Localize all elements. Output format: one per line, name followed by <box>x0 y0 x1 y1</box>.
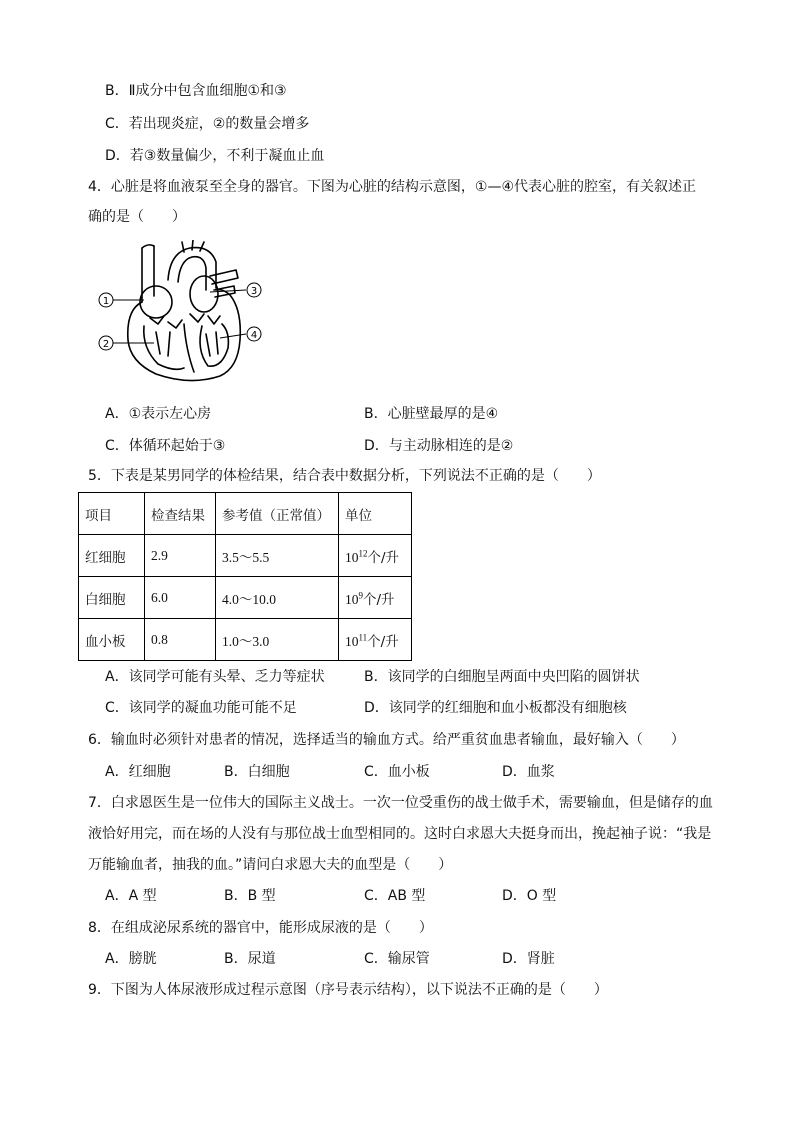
q4-stem-line1: 4．心脏是将血液泵至全身的器官。下图为心脏的结构示意图，①—④代表心脏的腔室，有关叙述正 <box>88 179 697 195</box>
health-check-table <box>78 492 412 661</box>
table-header-row <box>79 493 412 535</box>
cell-result: 0.8 <box>145 619 216 661</box>
table-row <box>79 535 412 577</box>
heart-structure-diagram <box>98 240 273 385</box>
q6-stem: 6．输血时必须针对患者的情况，选择适当的输血方式。给严重贫血患者输血，最好输入（ ） <box>88 732 685 748</box>
q6-option-b: B．白细胞 <box>224 764 290 780</box>
label-3: 3 <box>250 286 258 297</box>
q6-option-c: C．血小板 <box>364 764 430 780</box>
cell-reference: 1.0～3.0 <box>216 619 339 661</box>
q5-option-b: B．该同学的白细胞呈两面中央凹陷的圆饼状 <box>364 669 640 685</box>
q4-option-a: A．①表示左心房 <box>105 406 212 422</box>
cell-unit: $10^9$个/升 <box>339 577 412 619</box>
cell-result: 2.9 <box>145 535 216 577</box>
q4-stem-line2: 确的是（ ） <box>88 209 186 225</box>
cell-unit: $10^{11}$个/升 <box>339 619 412 661</box>
q4-option-b: B．心脏壁最厚的是④ <box>364 406 499 422</box>
table-row <box>79 619 412 661</box>
q5-stem: 5．下表是某男同学的体检结果，结合表中数据分析，下列说法不正确的是（ ） <box>88 468 601 484</box>
q5-option-c: C．该同学的凝血功能可能不足 <box>105 700 297 716</box>
cell-item: 血小板 <box>79 619 145 661</box>
q3-option-d: D．若③数量偏少，不利于凝血止血 <box>105 148 325 164</box>
cell-reference: 4.0～10.0 <box>216 577 339 619</box>
q7-stem-line3: 万能输血者，抽我的血。”请问白求恩大夫的血型是（ ） <box>88 857 453 873</box>
q7-stem-line1: 7．白求恩医生是一位伟大的国际主义战士。一次一位受重伤的战士做手术，需要输血，但是储存的血 <box>88 795 713 811</box>
label-4: 4 <box>250 330 258 341</box>
q7-option-c: C．AB 型 <box>364 888 426 904</box>
header-unit: 单位 <box>339 493 412 535</box>
q5-option-d: D．该同学的红细胞和血小板都没有细胞核 <box>364 700 627 716</box>
cell-reference: 3.5～5.5 <box>216 535 339 577</box>
q8-option-c: C．输尿管 <box>364 951 430 967</box>
cell-item: 红细胞 <box>79 535 145 577</box>
cell-item: 白细胞 <box>79 577 145 619</box>
table-row <box>79 577 412 619</box>
q3-option-c: C．若出现炎症，②的数量会增多 <box>105 116 310 132</box>
q7-option-a: A．A 型 <box>105 888 157 904</box>
q6-option-d: D．血浆 <box>502 764 555 780</box>
cell-result: 6.0 <box>145 577 216 619</box>
label-1: 1 <box>102 296 110 307</box>
q7-stem-line2: 液恰好用完，而在场的人没有与那位战士血型相同的。这时白求恩大夫挺身而出，挽起袖子说：“我是 <box>88 826 712 842</box>
q8-option-a: A．膀胱 <box>105 951 157 967</box>
q8-stem: 8．在组成泌尿系统的器官中，能形成尿液的是（ ） <box>88 920 433 936</box>
q3-option-b: B．Ⅱ成分中包含血细胞①和③ <box>105 83 287 99</box>
q9-stem: 9．下图为人体尿液形成过程示意图（序号表示结构），以下说法不正确的是（ ） <box>88 982 608 998</box>
q7-option-d: D．O 型 <box>502 888 557 904</box>
q8-option-d: D．肾脏 <box>502 951 555 967</box>
q5-option-a: A．该同学可能有头晕、乏力等症状 <box>105 669 325 685</box>
q6-option-a: A．红细胞 <box>105 764 171 780</box>
header-reference: 参考值（正常值） <box>216 493 339 535</box>
cell-unit: $10^{12}$个/升 <box>339 535 412 577</box>
q7-option-b: B．B 型 <box>224 888 276 904</box>
q4-option-c: C．体循环起始于③ <box>105 438 226 454</box>
header-result: 检查结果 <box>145 493 216 535</box>
q4-option-d: D．与主动脉相连的是② <box>364 438 514 454</box>
header-item: 项目 <box>79 493 145 535</box>
label-2: 2 <box>102 339 110 350</box>
q8-option-b: B．尿道 <box>224 951 276 967</box>
